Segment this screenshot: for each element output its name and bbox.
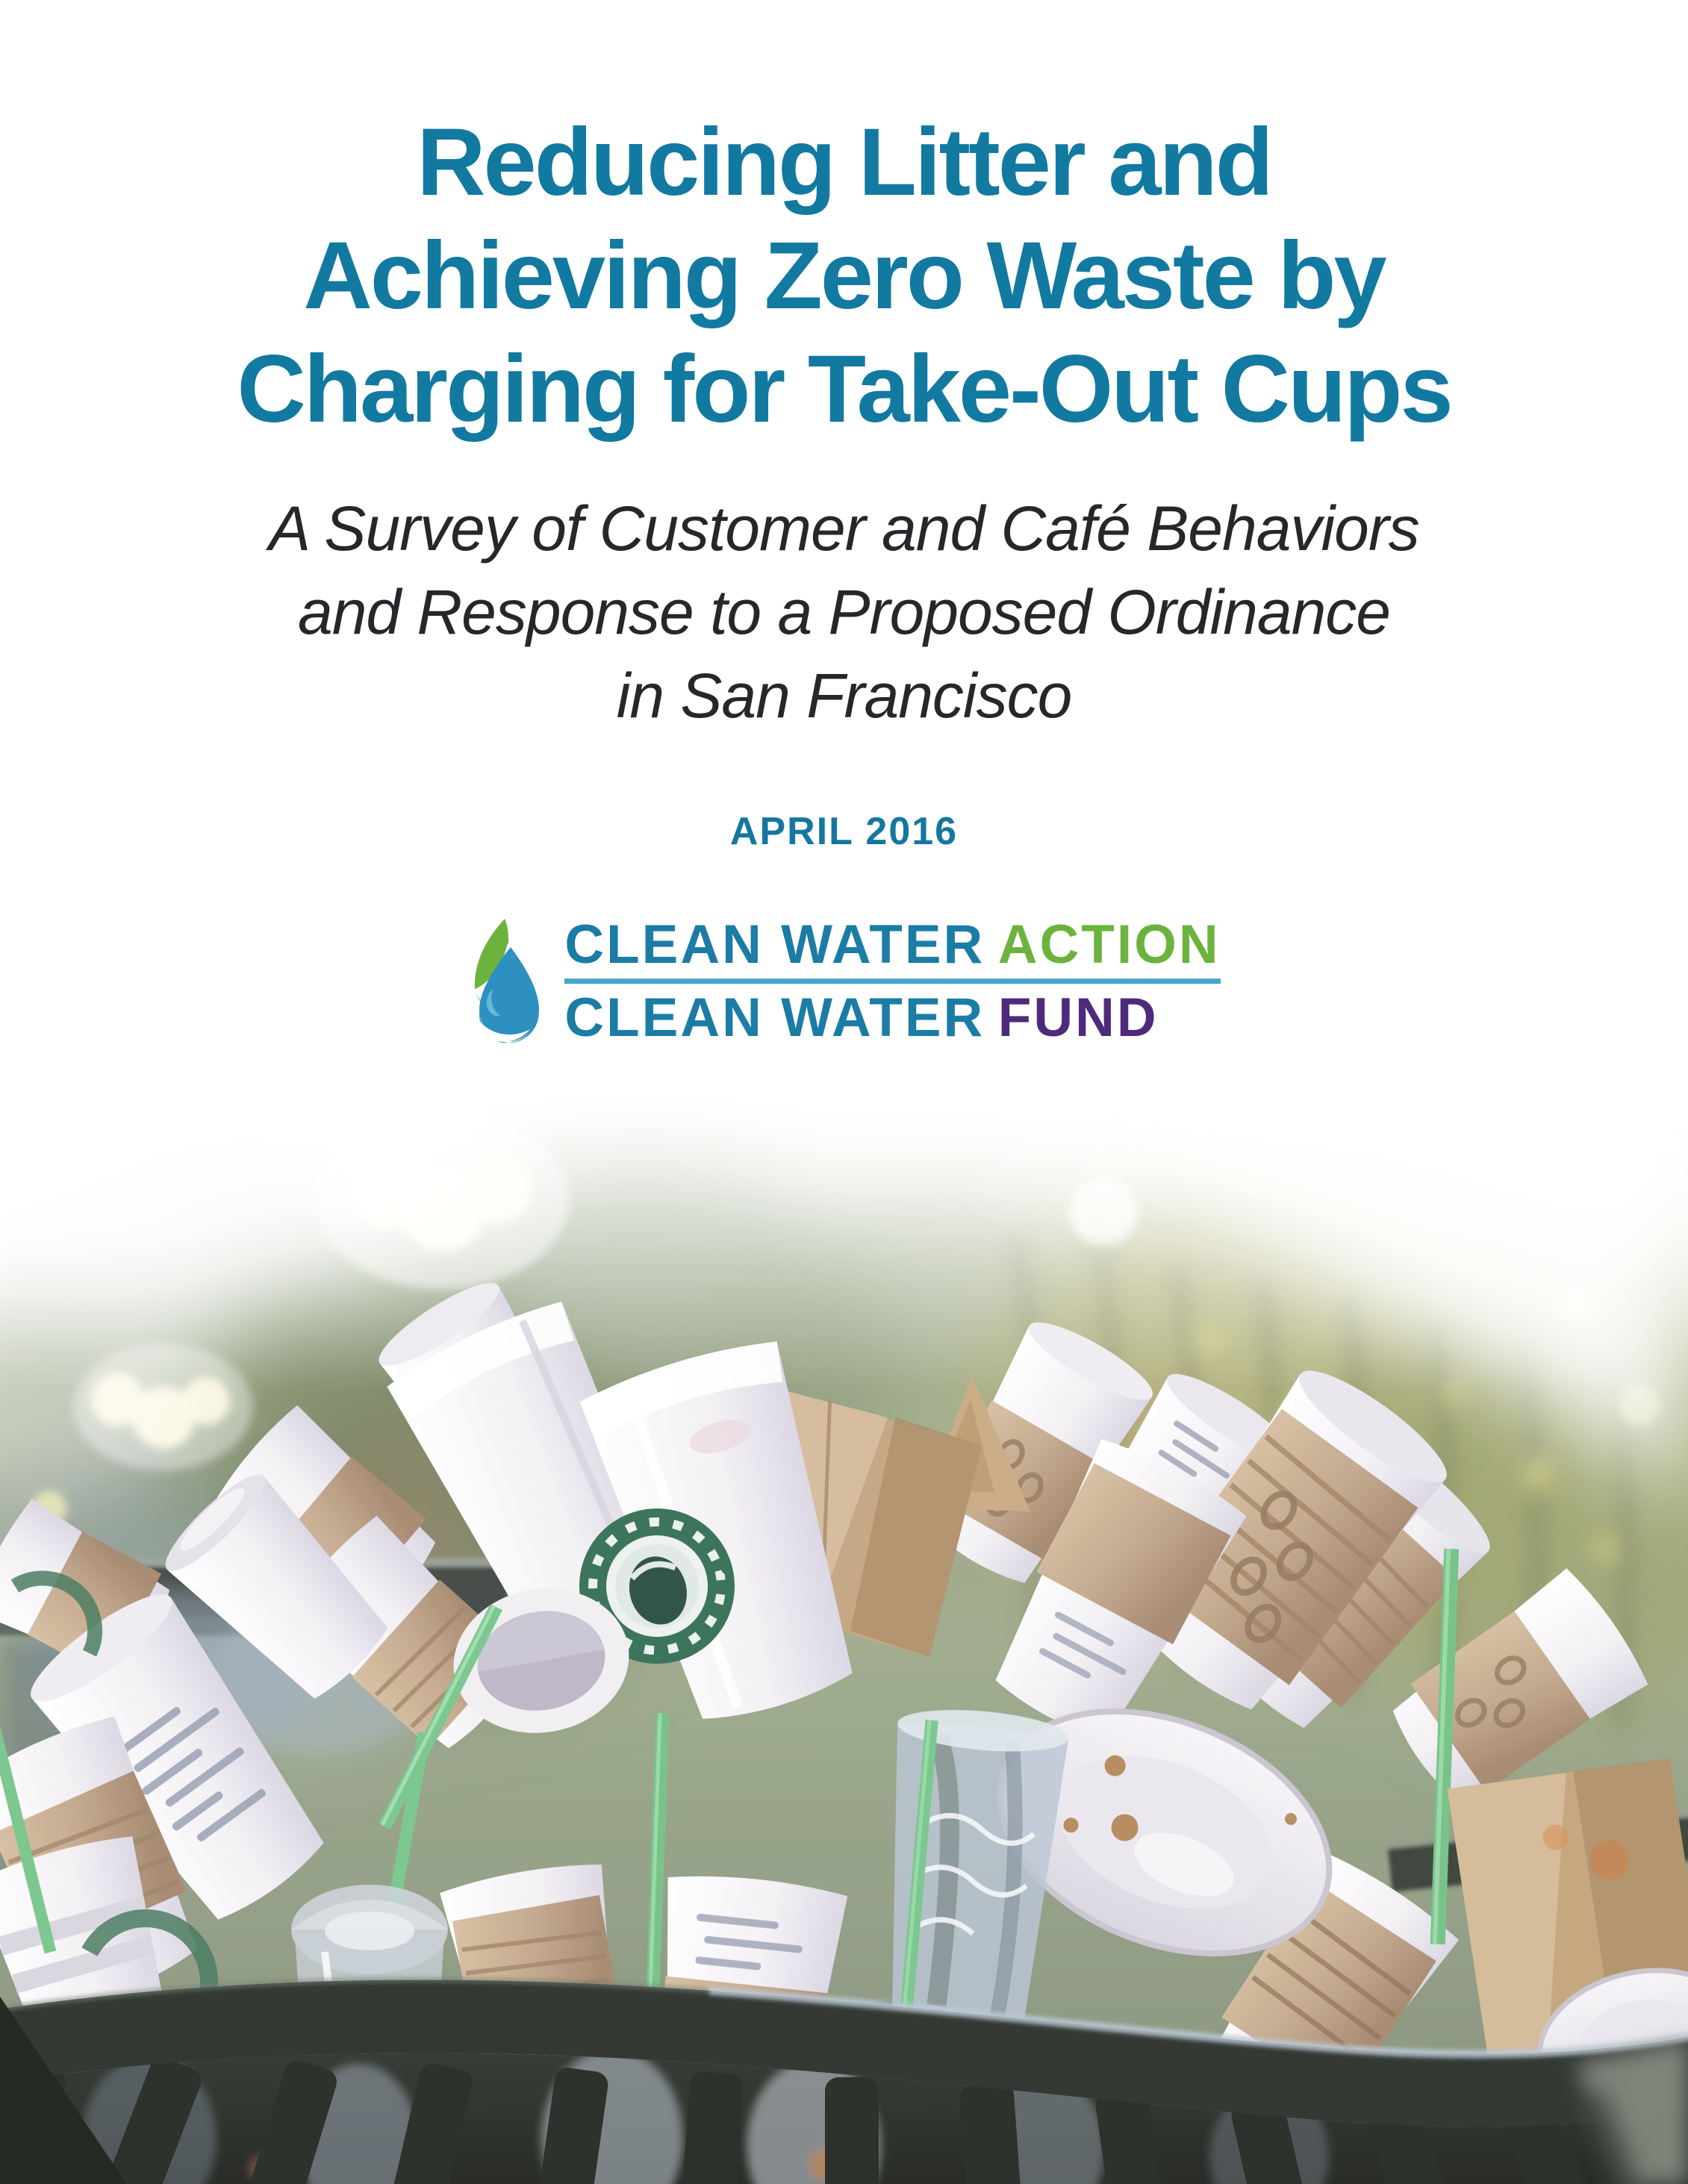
title-line-3: Charging for Take-Out Cups: [237, 336, 1451, 443]
logo-line-action: [564, 914, 1221, 975]
logo-action: ACTION: [997, 914, 1221, 975]
water-drop-leaf-icon: [467, 917, 545, 1046]
page-title: [0, 106, 1688, 446]
logo-line-fund: [564, 990, 1220, 1046]
photo-veil: [0, 1071, 1688, 2184]
publication-date: APRIL 2016: [729, 810, 959, 853]
title-line-2: Achieving Zero Waste by: [303, 222, 1385, 329]
logo-wordmark: [564, 914, 1221, 1048]
logo-clean-water-1: CLEAN WATER: [564, 914, 985, 975]
cover-photo: [0, 1071, 1688, 2184]
logo-fund: FUND: [997, 988, 1159, 1048]
subtitle-line-3: in San Francisco: [616, 661, 1072, 731]
logo-divider-rule: [564, 979, 1220, 984]
subtitle-line-1: A Survey of Customer and Café Behaviors: [269, 493, 1419, 564]
subtitle-line-2: and Response to a Proposed Ordinance: [298, 577, 1390, 647]
logo-clean-water-2: CLEAN WATER: [564, 988, 985, 1048]
clean-water-logo: [0, 914, 1688, 1048]
page-subtitle: [0, 487, 1688, 737]
title-line-1: Reducing Litter and: [417, 109, 1271, 216]
